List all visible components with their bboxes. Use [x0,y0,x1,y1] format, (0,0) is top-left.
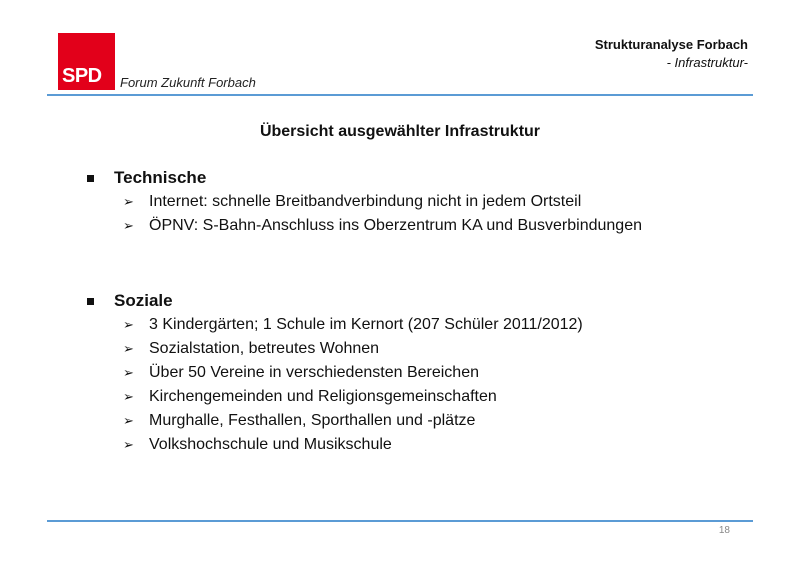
list-item-text: 3 Kindergärten; 1 Schule im Kernort (207 Schüler 2011/2012) [149,316,583,333]
arrow-bullet-icon: ➢ [123,389,134,404]
slide-heading: Übersicht ausgewählter Infrastruktur [259,123,541,140]
page-number: 18 [718,525,730,536]
arrow-bullet-icon: ➢ [123,413,134,428]
arrow-bullet-icon: ➢ [123,218,134,233]
section-title: Soziale [114,291,173,310]
org-name: Forum Zukunft Forbach [120,75,256,90]
list-item [86,190,766,214]
section-soziale [86,289,766,457]
section-technische [86,166,766,238]
section-heading [86,166,766,190]
arrow-bullet-icon: ➢ [123,317,134,332]
list-item [86,433,766,457]
document-subtitle: - Infrastruktur- [666,55,748,70]
list-item [86,313,766,337]
square-bullet-icon [87,298,94,305]
list-item-text: ÖPNV: S-Bahn-Anschluss ins Oberzentrum KA und Busverbindungen [149,217,642,234]
bullet-list [86,190,766,238]
square-bullet-icon [87,175,94,182]
list-item-text: Murghalle, Festhallen, Sporthallen und -plätze [149,412,476,429]
list-item [86,385,766,409]
section-heading [86,289,766,313]
list-item [86,214,766,238]
list-item [86,409,766,433]
list-item [86,337,766,361]
list-item-text: Internet: schnelle Breitbandverbindung nicht in jedem Ortsteil [149,193,582,210]
spd-logo [58,33,115,90]
section-title: Technische [114,168,207,187]
arrow-bullet-icon: ➢ [123,341,134,356]
arrow-bullet-icon: ➢ [123,437,134,452]
list-item-text: Kirchengemeinden und Religionsgemeinschaften [149,388,497,405]
list-item-text: Über 50 Vereine in verschiedensten Bereichen [149,364,479,381]
list-item-text: Sozialstation, betreutes Wohnen [149,340,380,357]
arrow-bullet-icon: ➢ [123,194,134,209]
arrow-bullet-icon: ➢ [123,365,134,380]
footer-divider [47,520,753,522]
list-item-text: Volkshochschule und Musikschule [149,436,392,453]
document-title: Strukturanalyse Forbach [594,37,748,52]
bullet-list [86,313,766,457]
list-item [86,361,766,385]
logo-text: SPD [62,65,102,87]
header-divider [47,94,753,96]
